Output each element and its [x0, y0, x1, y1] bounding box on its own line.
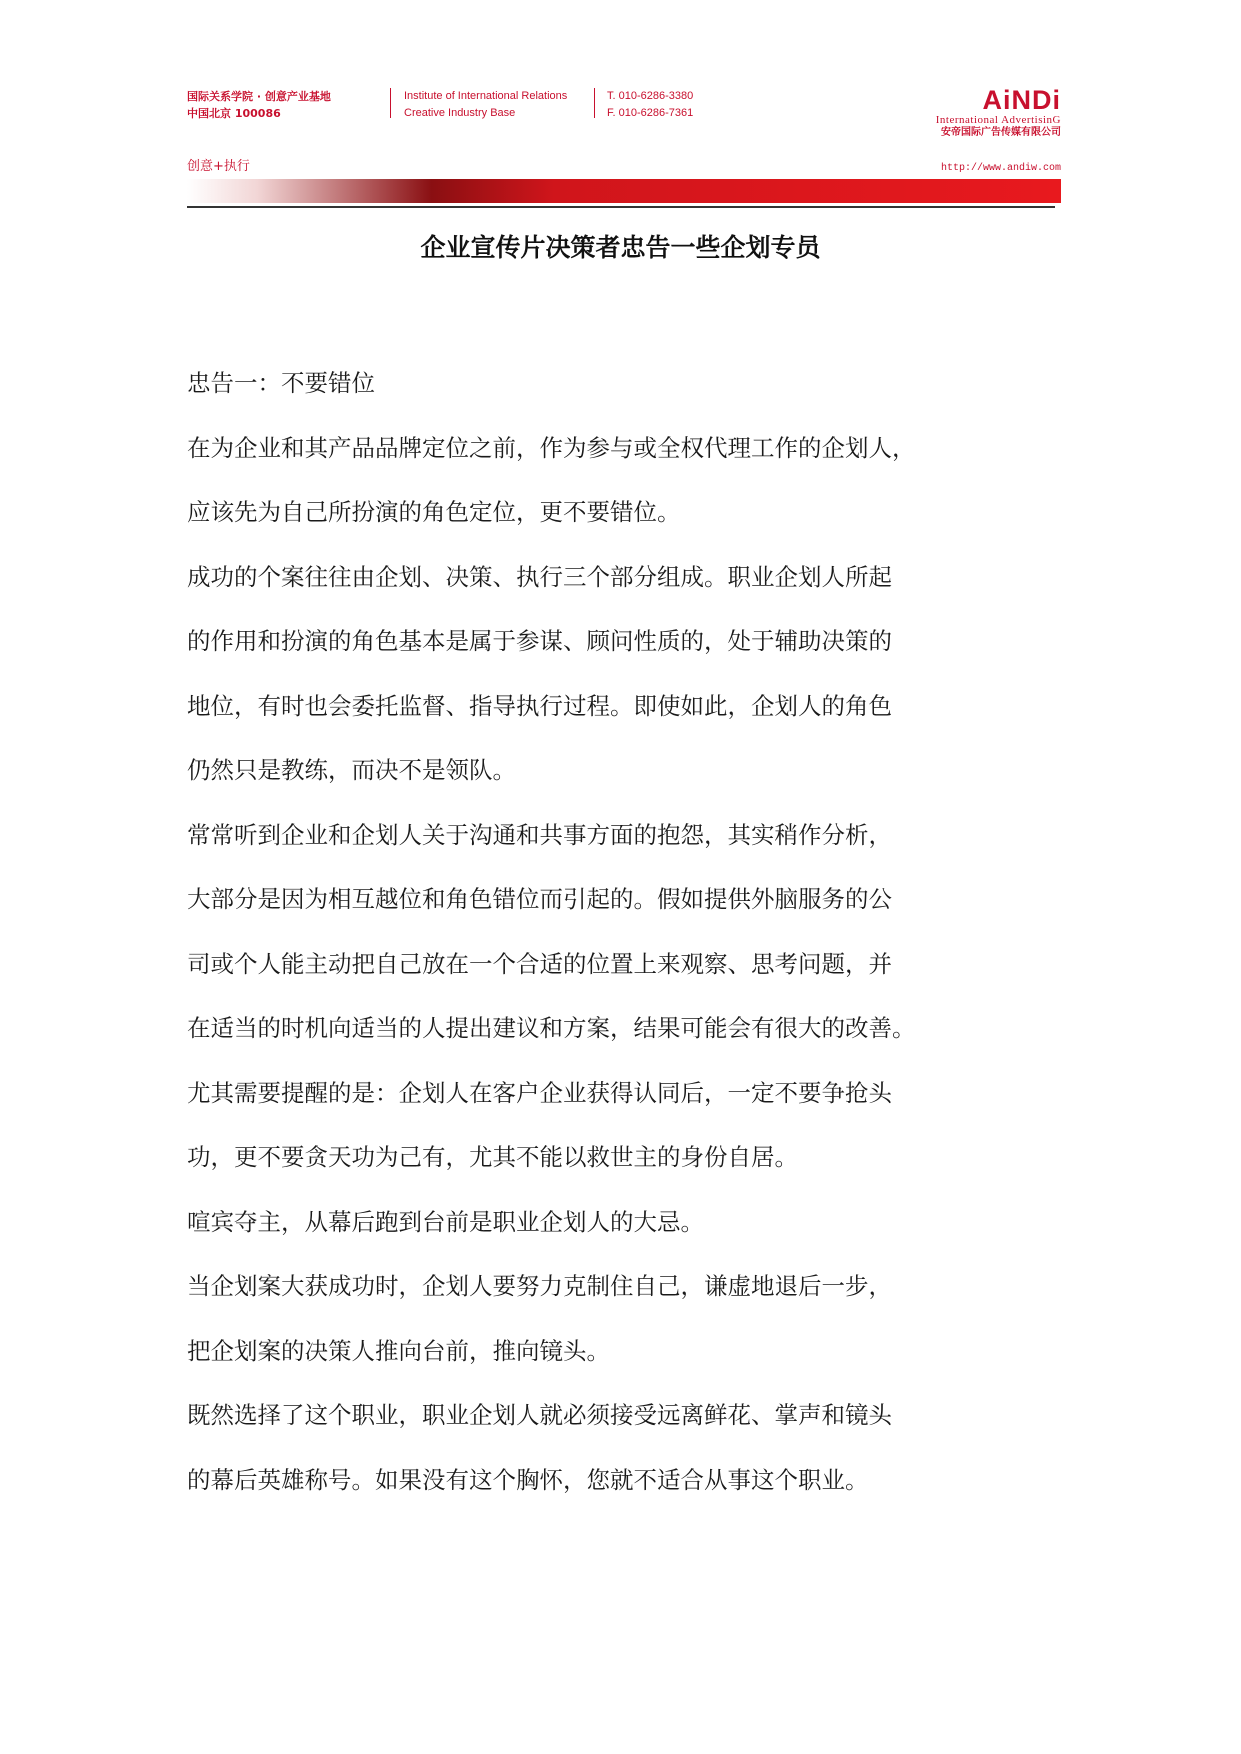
header-cn-line: 国际关系学院 · 创意产业基地	[187, 90, 331, 103]
section-heading: 忠告一：不要错位	[187, 369, 375, 397]
body-line: 把企划案的决策人推向台前，推向镜头。	[187, 1336, 610, 1365]
body-line: 成功的个案往往由企划、决策、执行三个部分组成。职业企划人所起	[187, 562, 892, 591]
header-en-line: Creative Industry Base	[404, 107, 516, 119]
body-line: 的幕后英雄称号。如果没有这个胸怀，您就不适合从事这个职业。	[187, 1465, 869, 1494]
body-line: 司或个人能主动把自己放在一个合适的位置上来观察、思考问题，并	[187, 949, 892, 978]
logo-chinese-name: 安帝国际广告传媒有限公司	[941, 127, 1061, 138]
header-tagline: 创意+执行	[187, 159, 250, 174]
header-phone: T. 010-6286-3380	[607, 90, 694, 102]
body-line: 大部分是因为相互越位和角色错位而引起的。假如提供外脑服务的公	[187, 885, 892, 913]
header-divider	[390, 88, 391, 118]
document-body	[187, 351, 1057, 1512]
header-website: http://www.andiw.com	[940, 163, 1061, 174]
header-gradient-bar	[187, 179, 1061, 203]
body-line: 常常听到企业和企划人关于沟通和共事方面的抱怨，其实稍作分析，	[187, 820, 892, 849]
logo-mark: AiNDi	[982, 85, 1061, 115]
body-line: 应该先为自己所扮演的角色定位，更不要错位。	[187, 498, 681, 526]
header-divider	[594, 88, 595, 118]
header-school-name-en	[404, 88, 567, 122]
body-line: 尤其需要提醒的是：企划人在客户企业获得认同后，一定不要争抢头	[187, 1078, 892, 1107]
header-cn-line: 中国北京 100086	[187, 107, 281, 120]
header-contact	[607, 88, 693, 122]
document-title: 企业宣传片决策者忠告一些企划专员	[420, 233, 821, 262]
body-line: 既然选择了这个职业，职业企划人就必须接受远离鲜花、掌声和镜头	[187, 1401, 892, 1429]
body-line: 的作用和扮演的角色基本是属于参谋、顾问性质的，处于辅助决策的	[187, 627, 892, 655]
header-fax: F. 010-6286-7361	[607, 107, 694, 119]
body-line: 功，更不要贪天功为己有，尤其不能以救世主的身份自居。	[187, 1143, 798, 1171]
header-en-line: Institute of International Relations	[404, 90, 568, 102]
company-logo	[936, 86, 1061, 139]
body-line: 在适当的时机向适当的人提出建议和方案，结果可能会有很大的改善。	[187, 1014, 916, 1042]
body-line: 喧宾夺主，从幕后跑到台前是职业企划人的大忌。	[187, 1207, 704, 1236]
header-school-name	[187, 88, 331, 122]
body-line: 地位，有时也会委托监督、指导执行过程。即使如此，企划人的角色	[187, 691, 892, 720]
logo-english-name: International AdvertisinG	[935, 114, 1061, 126]
header-rule	[187, 206, 1055, 208]
body-line: 当企划案大获成功时，企划人要努力克制住自己，谦虚地退后一步，	[187, 1272, 892, 1300]
body-line: 仍然只是教练，而决不是领队。	[187, 756, 516, 784]
body-line: 在为企业和其产品品牌定位之前，作为参与或全权代理工作的企划人，	[187, 433, 916, 462]
